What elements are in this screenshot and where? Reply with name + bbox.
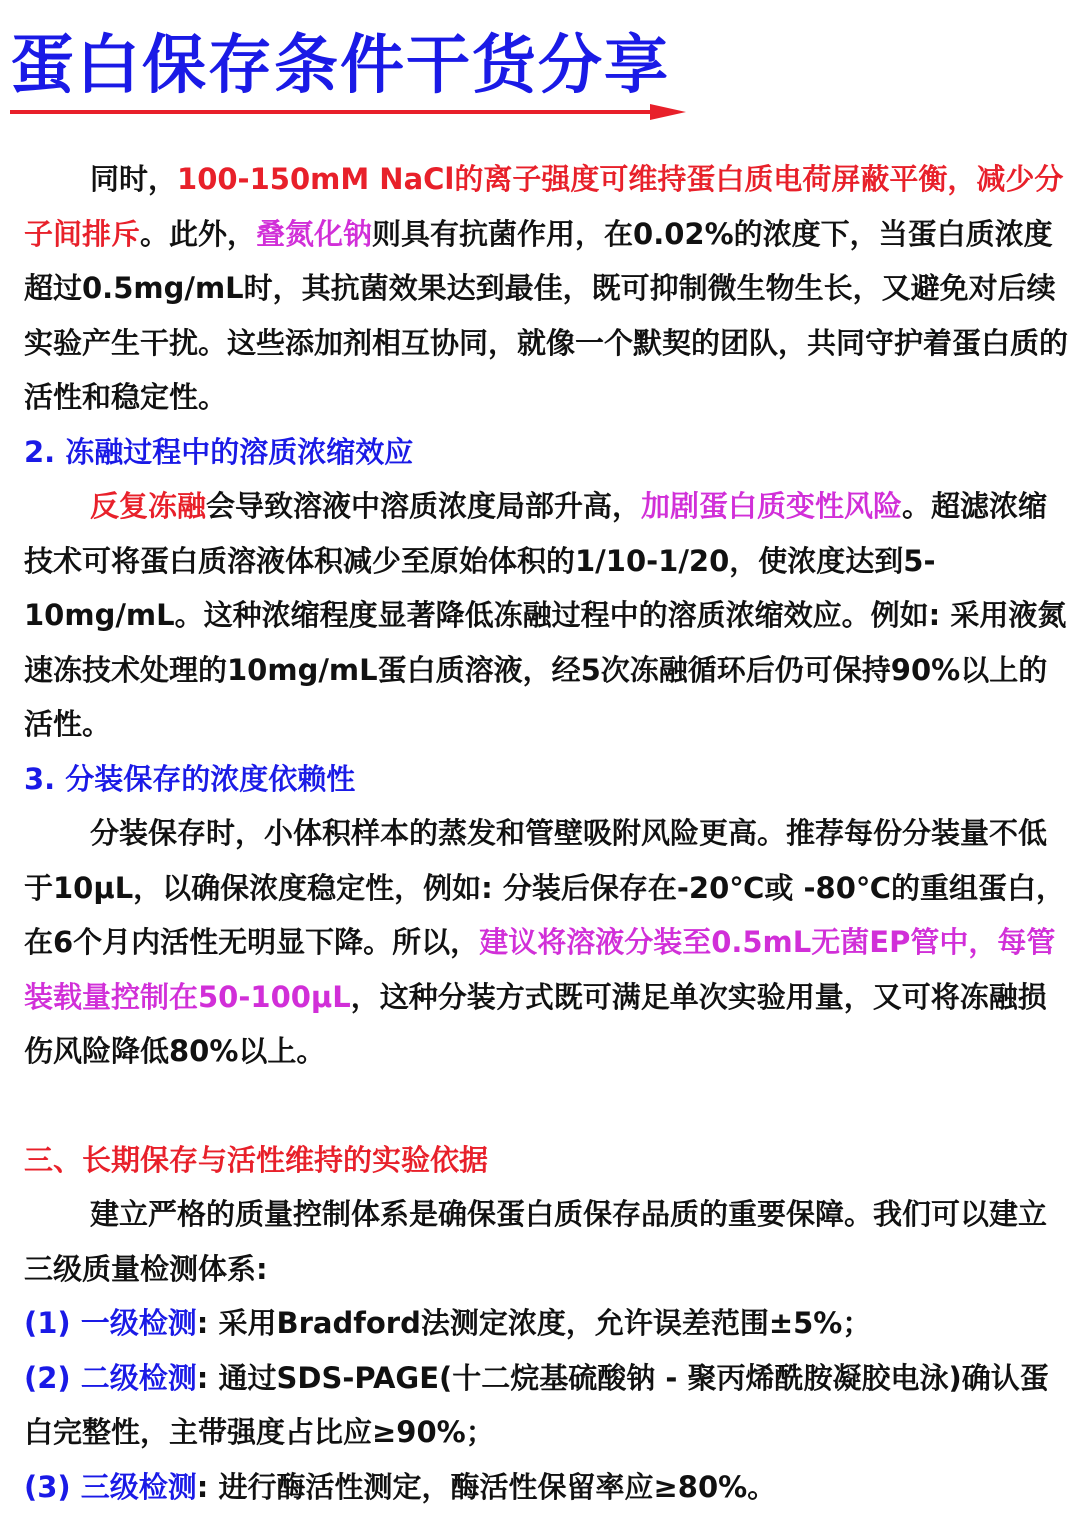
list-item-text: : 进行酶活性测定，酶活性保留率应≥80%。 <box>196 1469 777 1504</box>
paragraph-text: 则具有抗菌作用，在0.02%的浓度下，当蛋白质浓度超过0.5mg/mL时，其抗菌效果达到最佳，既可抑制微生物生长，又避免对后续实验产生干扰。这些添加剂相互协同，就像一个默契的团队，共同守护着蛋白质的活性和稳定性。 <box>24 216 1069 414</box>
part-heading-long-term: 三、长期保存与活性维持的实验依据 <box>24 1142 489 1177</box>
page-title: 蛋白保存条件干货分享 <box>10 29 670 103</box>
paragraph-freeze-thaw <box>24 479 1068 752</box>
paragraph-aliquot <box>24 806 1068 1079</box>
paragraph-additives <box>24 152 1068 425</box>
highlight-denaturation-risk: 加剧蛋白质变性风险 <box>641 489 903 523</box>
list-item-text: : 通过SDS-PAGE(十二烷基硫酸钠 - 聚丙烯酰胺凝胶电泳)确认蛋白完整性，主带强度占比应≥90%； <box>24 1360 1049 1449</box>
list-item-level-1 <box>24 1296 1068 1351</box>
list-item-text: : 采用Bradford法测定浓度，允许误差范围±5%； <box>196 1306 872 1340</box>
paragraph-quality-control: 建立严格的质量控制体系是确保蛋白质保存品质的重要保障。我们可以建立三级质量检测体系: <box>24 1197 1048 1286</box>
paragraph-text: 分装保存时，小体积样本的蒸发和管壁吸附风险更高。推荐每份分装量不低于10μL，以确保浓度稳定性，例如: 分装后保存在-20℃或 -80℃的重组蛋白，在6个月内活性无明显下降。所以， <box>24 816 1065 959</box>
paragraph-text: 同时， <box>90 162 178 196</box>
list-item-label: (2) 二级检测 <box>24 1360 197 1395</box>
title-underline-arrow <box>10 104 686 120</box>
list-item-level-3 <box>24 1460 1068 1515</box>
highlight-nacl: 100-150mM NaCl的离子强度可维持蛋白质电荷屏蔽平衡，减少分子间排斥 <box>24 162 1064 251</box>
section-spacer <box>24 1079 1068 1133</box>
section-heading-freeze-thaw: 2. 冻融过程中的溶质浓缩效应 <box>24 434 414 469</box>
paragraph-text: 会导致溶液中溶质浓度局部升高， <box>206 489 642 523</box>
paragraph-text: 。此外， <box>140 216 257 251</box>
highlight-repeated-freeze-thaw: 反复冻融 <box>90 489 207 523</box>
list-item-label: (3) 三级检测 <box>24 1469 197 1504</box>
paragraph-text: ，这种分装方式既可满足单次实验用量，又可将冻融损伤风险降低80%以上。 <box>24 979 1047 1068</box>
highlight-sodium-azide: 叠氮化钠 <box>256 216 373 251</box>
article-body <box>24 152 1068 1514</box>
list-item-label: (1) 一级检测 <box>24 1306 197 1340</box>
paragraph-text: 。超滤浓缩技术可将蛋白质溶液体积减少至原始体积的1/10-1/20，使浓度达到5-10mg/mL。这种浓缩程度显著降低冻融过程中的溶质浓缩效应。例如: 采用液氮速冻技术处理的10mg/mL蛋白质溶液，经5次冻融循环后仍可保持90%以上的活性。 <box>24 489 1067 741</box>
list-item-level-2 <box>24 1351 1068 1460</box>
highlight-aliquot-recommendation: 建议将溶液分装至0.5mL无菌EP管中，每管装载量控制在50-100μL <box>24 925 1056 1014</box>
section-heading-aliquot: 3. 分装保存的浓度依赖性 <box>24 761 356 796</box>
